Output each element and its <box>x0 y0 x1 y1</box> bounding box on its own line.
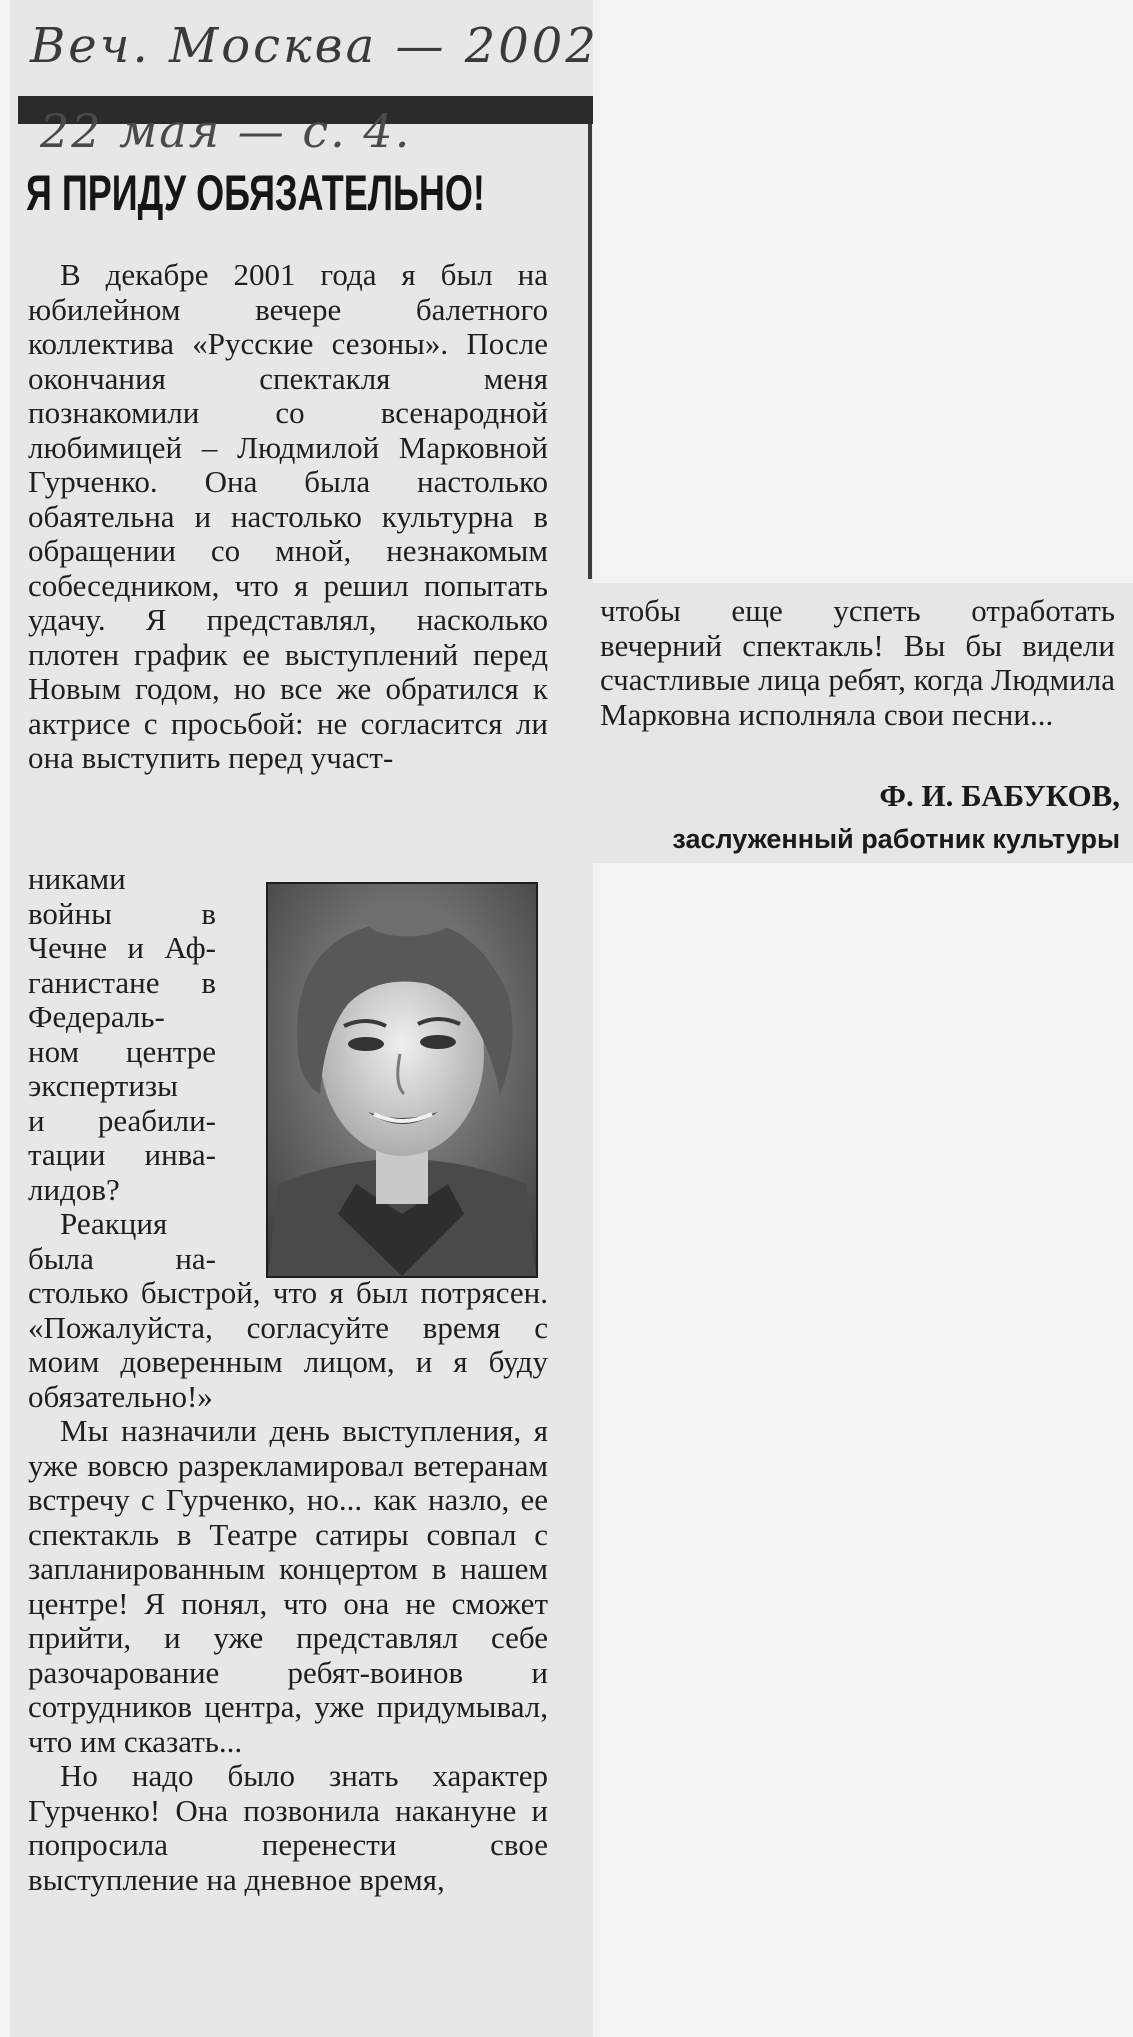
wrap-line: Реакция <box>60 1207 168 1241</box>
wrap-line: Чечне и Аф- <box>28 931 216 965</box>
wrap-line: и реабили- <box>28 1103 216 1138</box>
paragraph-2-continued: столько быстрой, что я был потрясен. «Пожалуйста, согласуйте время с моим доверенным лицом, и я буду обязательно!» <box>28 1275 548 1414</box>
handwritten-date-note: 22 мая — с. 4. <box>40 104 412 158</box>
paragraph-1: В декабре 2001 года я был на юбилейном вечере балетного коллектива «Русские сезоны». После окончания спектакля меня познакомили со всенародной любимицей – Людмилой Марковной Гурченко. Она была настолько обаятельна и настолько культурна в обращении со мной, незнакомым собеседником, что я решил попытать удачу. Я представлял, насколько плотен график ее выступлений перед Новым годом, но все же обратился к актрисе с просьбой: не согласится ли она выступить перед участ- <box>28 257 548 775</box>
portrait-photo <box>266 882 538 1278</box>
handwritten-source-note: Веч. Москва — 2002 <box>30 18 599 74</box>
wrap-line: никами <box>28 862 126 896</box>
wrap-line: войны в <box>28 896 216 931</box>
portrait-image <box>268 884 536 1276</box>
wrap-line: экспертизы <box>28 1069 179 1103</box>
wrap-line: ном центре <box>28 1034 216 1069</box>
text-wrap-around-photo <box>28 862 216 1276</box>
article-column-bottom <box>28 1276 548 1897</box>
paragraph-4: Но надо было знать характер Гурченко! Она позвонила накануне и попросила перенести свое выступление на дневное время, <box>28 1758 548 1897</box>
wrap-line: тации инва- <box>28 1138 216 1172</box>
wrap-line: лидов? <box>28 1172 120 1207</box>
author-title: заслуженный работник культуры <box>672 824 1120 854</box>
article-headline: Я ПРИДУ ОБЯЗАТЕЛЬНО! <box>26 165 485 221</box>
wrap-line: ганистане в <box>28 965 216 1000</box>
article-continuation-column <box>600 594 1115 732</box>
wrap-line: была на- <box>28 1241 216 1276</box>
wrap-line: Федераль- <box>28 1000 165 1034</box>
paragraph-3: Мы назначили день выступления, я уже вовсю разрекламировал ветеранам встречу с Гурченко, но... как назло, ее спектакль в Театре сатиры совпал с запланированным концертом в нашем центре! Я понял, что она не сможет прийти, и уже представлял себе разочарование ребят-воинов и сотрудников центра, уже придумывал, что им сказать... <box>28 1413 548 1759</box>
column-rule <box>588 124 592 579</box>
article-column-top <box>28 258 548 776</box>
paragraph-4-continued: чтобы еще успеть отработать вечерний спектакль! Вы бы видели счастливые лица ребят, когда Людмила Марковна исполняла свои песни... <box>600 593 1115 732</box>
author-name: Ф. И. БАБУКОВ, <box>879 778 1120 813</box>
